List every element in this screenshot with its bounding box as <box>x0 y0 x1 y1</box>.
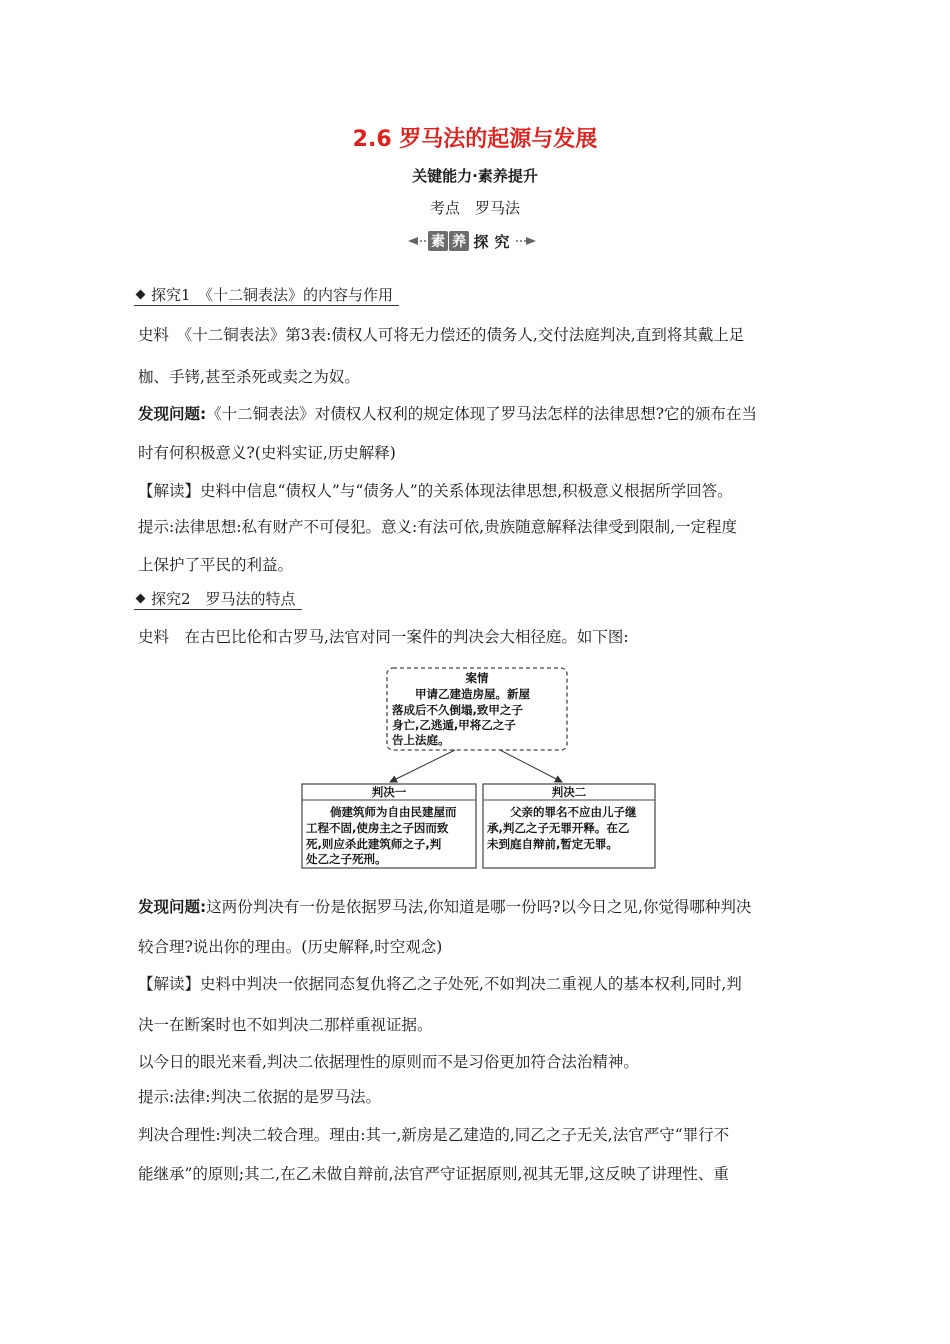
case-diagram <box>300 666 660 872</box>
inquiry1-question-text: 《十二铜表法》对债权人权利的规定体现了罗马法怎样的法律思想?它的颁布在当 <box>206 405 758 423</box>
inquiry1-hint-line1: 提示:法律思想:私有财产不可侵犯。意义:有法可依,贵族随意解释法律受到限制,一定程度 <box>138 518 738 536</box>
inquiry2-paragraph2: 提示:法律:判决二依据的是罗马法。 <box>138 1088 381 1106</box>
inquiry1-material-line2: 枷、手铐,甚至杀死或卖之为奴。 <box>138 368 360 386</box>
ruling2-line-1: 父亲的罪名不应由儿子继 <box>510 805 637 819</box>
inquiry1-hint-line2: 上保护了平民的利益。 <box>138 556 294 574</box>
banner-char-3: 探 <box>473 233 489 251</box>
inquiry2-paragraph3-line1: 判决合理性:判决二较合理。理由:其一,新房是乙建造的,同乙之子无关,法官严守“罪行不 <box>138 1126 730 1144</box>
ruling2-line-2: 承,判乙之子无罪开释。在乙 <box>487 821 630 835</box>
inquiry1-material-line1: 史料 《十二铜表法》第3表:债权人可将无力偿还的债务人,交付法庭判决,直到将其戴上足 <box>138 326 745 344</box>
case-title: 案情 <box>465 671 489 685</box>
inquiry1-question-line1 <box>138 402 757 424</box>
ruling2-title: 判决二 <box>551 785 587 799</box>
inquiry2-question-line1 <box>138 895 751 917</box>
inquiry2-analysis-line2: 决一在断案时也不如判决二那样重视证据。 <box>138 1016 433 1034</box>
inquiry2-paragraph1: 以今日的眼光来看,判决二依据理性的原则而不是习俗更加符合法治精神。 <box>138 1053 639 1071</box>
inquiry-banner <box>408 229 536 253</box>
question-label: 发现问题: <box>138 405 207 423</box>
banner-char-2: 养 <box>452 234 466 250</box>
banner-char-4: 究 <box>494 233 510 251</box>
page-title: 2.6 罗马法的起源与发展 <box>352 127 598 152</box>
inquiry1-heading <box>134 284 399 306</box>
banner-char-1: 素 <box>431 234 445 250</box>
ruling1-line-1: 倘建筑师为自由民建屋而 <box>330 805 457 819</box>
inquiry2-question-line2: 较合理?说出你的理由。(历史解释,时空观念) <box>138 938 443 956</box>
ruling1-line-4: 处乙之子死刑。 <box>306 852 387 866</box>
ruling1-line-3: 死,则应杀此建筑师之子,判 <box>306 837 442 851</box>
diamond-icon <box>136 290 146 300</box>
question-label: 发现问题: <box>138 898 207 916</box>
inquiry2-question-text: 这两份判决有一份是依据罗马法,你知道是哪一份吗?以今日之见,你觉得哪种判决 <box>206 898 752 916</box>
ruling1-line-2: 工程不固,使房主之子因而致 <box>306 821 449 835</box>
inquiry2-material: 史料 在古巴比伦和古罗马,法官对同一案件的判决会大相径庭。如下图: <box>138 628 629 646</box>
topic-label: 考点 罗马法 <box>429 199 520 217</box>
inquiry2-heading <box>134 588 302 610</box>
case-line-1: 甲请乙建造房屋。新屋 <box>415 687 530 701</box>
case-line-2: 落成后不久倒塌,致甲之子 <box>392 703 523 717</box>
case-line-3: 身亡,乙逃遁,甲将乙之子 <box>392 718 516 732</box>
inquiry2-analysis-line1: 【解读】史料中判决一依据同态复仇将乙之子处死,不如判决二重视人的基本权利,同时,判 <box>138 975 742 993</box>
ruling2-line-3: 未到庭自辩前,暂定无罪。 <box>487 837 618 851</box>
arrow-to-ruling1 <box>390 750 455 782</box>
ruling1-title: 判决一 <box>371 785 407 799</box>
inquiry1-analysis: 【解读】史料中信息“债权人”与“债务人”的关系体现法律思想,积极意义根据所学回答。 <box>138 482 733 500</box>
arrow-to-ruling2 <box>500 750 562 782</box>
inquiry2-heading-text: 探究2 罗马法的特点 <box>151 590 296 608</box>
inquiry1-heading-text: 探究1 《十二铜表法》的内容与作用 <box>151 286 394 304</box>
inquiry1-question-line2: 时有何积极意义?(史料实证,历史解释) <box>138 444 396 462</box>
diamond-icon <box>136 594 146 604</box>
case-line-4: 告上法庭。 <box>392 733 450 747</box>
section-subtitle: 关键能力·素养提升 <box>412 167 538 185</box>
inquiry2-paragraph3-line2: 能继承”的原则;其二,在乙未做自辩前,法官严守证据原则,视其无罪,这反映了讲理性、重 <box>138 1165 729 1183</box>
